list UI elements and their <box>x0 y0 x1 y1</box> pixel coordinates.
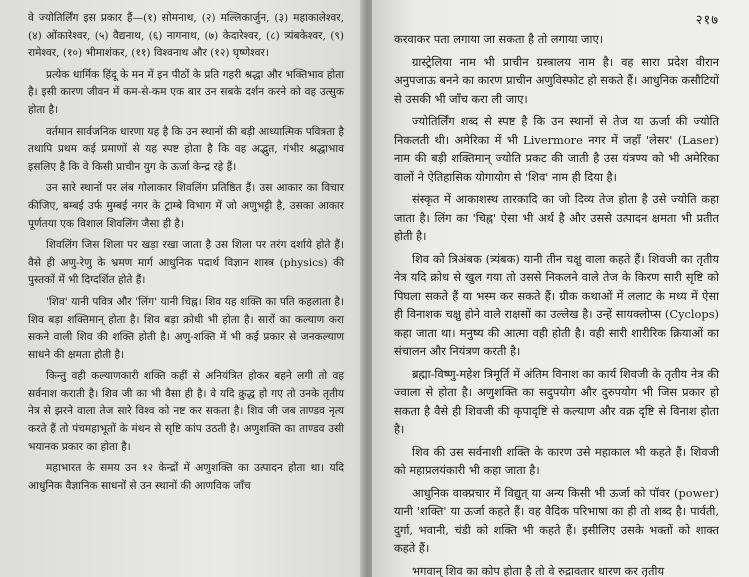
paragraph-laser: ज्योतिर्लिंग शब्द से स्पष्ट है कि उन स्थानों से तेज या ऊर्जा की ज्योति निकलती थी। अमेरिका में भी Livermore नगर में जहाँ 'लेसर' (Laser) नाम की बड़ी शक्तिमान् ज्योति प्रकट की जाती है उस यंत्रण्य को भी अमेरिका वालों ने ऐतिहासिक योगायोग से 'शिव' नाम ही दिया है। <box>394 114 719 184</box>
paragraph-mahakal: शिव की उस सर्वनाशी शक्ति के कारण उसे महाकाल भी कहते हैं। शिवजी को महाप्रलयंकारी भी कहा जाता है। <box>394 444 719 477</box>
page-number: २१७ <box>695 13 719 28</box>
paragraph-energy-centers: वर्तमान सार्वजनिक धारणा यह है कि उन स्थानों की बड़ी आध्यात्मिक पवित्रता है तथापि प्रथम कई प्रमाणों से यह स्पष्ट होता है कि वह अद्भुत, गंभीर श्रद्धाभाव इसलिए है कि वे किसी प्राचीन युग के ऊर्जा केन्द्र रहे हैं। <box>28 125 344 173</box>
right-page <box>372 0 749 577</box>
paragraph-devotion: प्रत्येक धार्मिक हिंदू के मन में इन पीठों के प्रति गहरी श्रद्धा और भक्तिभाव होता है। इसी कारण जीवन में कम-से-कम एक बार उन सबके दर्शन करने को वह उत्सुक होता है। <box>28 68 344 116</box>
paragraph-shivling-shape: उन सारे स्थानों पर लंब गोलाकार शिवलिंग प्रतिष्ठित हैं। उस आकार का विचार कीजिए, बम्बई उर्फ मुम्बई नगर के ट्राम्बे विभाग में जो अणुभट्टी है, उसका आकार पूर्णतया एक विशाल शिवलिंग जैसा ही है। <box>28 182 344 230</box>
paragraph-trimurti: ब्रह्मा-विष्णु-महेश त्रिमूर्ति में अंतिम विनाश का कार्य शिवजी के तृतीय नेत्र की ज्वाला से होता है। अणुशक्ति का सदुपयोग और दुरुपयोग भी जिस प्रकार हो सकता है वैसे ही शिवजी की कृपादृष्टि से कल्याण और वक्र दृष्टि से विनाश होता है। <box>394 366 719 436</box>
paragraph-sanskrit-jyoti: संस्कृत में आकाशस्थ तारकादि का जो दिव्य तेज होता है उसे ज्योति कहा जाता है। लिंग का 'चिह्न' ऐसा भी अर्थ है और उससे उत्पादन क्षमता भी प्रतीत होती है। <box>394 192 719 243</box>
paragraph-third-eye: शिव को त्रिअंबक (त्र्यंबक) यानी तीन चक्षु वाला कहते हैं। शिवजी का तृतीय नेत्र यदि क्रोध से खुल गया तो उससे निकलने वाले तेज के किरण सारी सृष्टि को पिघला सकते हैं या भस्म कर सकते हैं। ग्रीक कथाओं में ललाट के मध्य में ऐसा ही विनाशक चक्षु होने वाले राक्षसों का उल्लेख है। उन्हें सायक्लोप्स (Cyclops) कहा जाता था। मनुष्य की आत्मा वही होती है। वही सारी शारीरिक क्रियाओं का संचालन और नियंत्रण करती है। <box>394 251 719 358</box>
paragraph-destruction: किन्तु वही कल्याणकारी शक्ति कहीं से अनियंत्रित होकर बहने लगी तो वह सर्वनाश कराती है। शिव जी का भी वैसा ही है। वे यदि क्रुद्ध हो गए तो उनके तृतीय नेत्र से झरने वाला तेज सारे विश्व को नष्ट कर सकता है। शिव जी जब ताण्डव नृत्य करते हैं तो पंचमहाभूतों के मंथन से सृष्टि कांप उठती है। अणुशक्ति का ताण्डव उसी भयानक प्रकार का होता है। <box>28 370 344 453</box>
paragraph-australia: ग्रास्ट्रेलिया नाम भी प्राचीन ग्रस्त्रालय नाम है। वह सारा प्रदेश वीरान अनुपजाऊ बनने का कारण प्राचीन अणुविस्फोट हो सकते हैं। आधुनिक कसौटियों से उसकी भी जाँच करा ली जाए। <box>394 54 719 106</box>
left-page <box>0 0 366 577</box>
paragraph-jyotirlinga-list: वे ज्योतिर्लिंग इस प्रकार हैं—(१) सोमनाथ, (२) मल्लिकार्जुन, (३) महाकालेश्वर, (४) ओंकारेश्वर, (५) वैद्यनाथ, (६) नागनाथ, (७) केदारेश्वर, (८) त्र्यंबकेश्वर, (९) रामेश्वर, (१०) भीमाशंकर, (११) विश्वनाथ और (१२) घृष्णेश्वर। <box>28 12 344 60</box>
paragraph-shiva-meaning: 'शिव' यानी पवित्र और 'लिंग' यानी चिह्न। शिव यह शक्ति का पति कहलाता है। शिव बड़ा शक्तिमान् होता है। शिव बड़ा क्रोधी भी होता है। सारों का कल्याण करा सकने वाली शिव की शक्ति होती है। अणु-शक्ति में भी कई प्रकार से जनकल्याण साधने की क्षमता होती है। <box>28 295 344 361</box>
paragraph-continuation: करवाकर पता लगाया जा सकता है तो लगाया जाए। <box>394 32 604 46</box>
paragraph-mahabharata: महाभारत के समय उन १२ केन्द्रों में अणुशक्ति का उत्पादन होता था। यदि आधुनिक वैज्ञानिक साधनों से उन स्थानों की आणविक जाँच <box>28 462 344 492</box>
paragraph-power: आधुनिक वाक्प्रचार में विद्युत् या अन्य किसी भी ऊर्जा को पॉवर (power) यानी 'शक्ति' या ऊर्जा कहते हैं। वह वैदिक परिभाषा का ही तो शब्द है। पार्वती, दुर्गा, भवानी, चंडी को शक्ति भी कहते हैं। इसीलिए उसके भक्तों को शाक्त कहते हैं। <box>394 485 719 555</box>
paragraph-rudravatar: भगवान् शिव का कोप होता है तो वे रुद्रावतार धारण कर तृतीय <box>412 563 665 577</box>
paragraph-waves: शिवलिंग जिस शिला पर खड़ा रखा जाता है उस शिला पर तरंग दर्शाये होते हैं। वैसे ही अणु-रेणु के भ्रमण मार्ग आधुनिक पदार्थ विज्ञान शास्त्र (physics) की पुस्तकों में भी दिग्दर्शित होते हैं। <box>28 239 344 287</box>
